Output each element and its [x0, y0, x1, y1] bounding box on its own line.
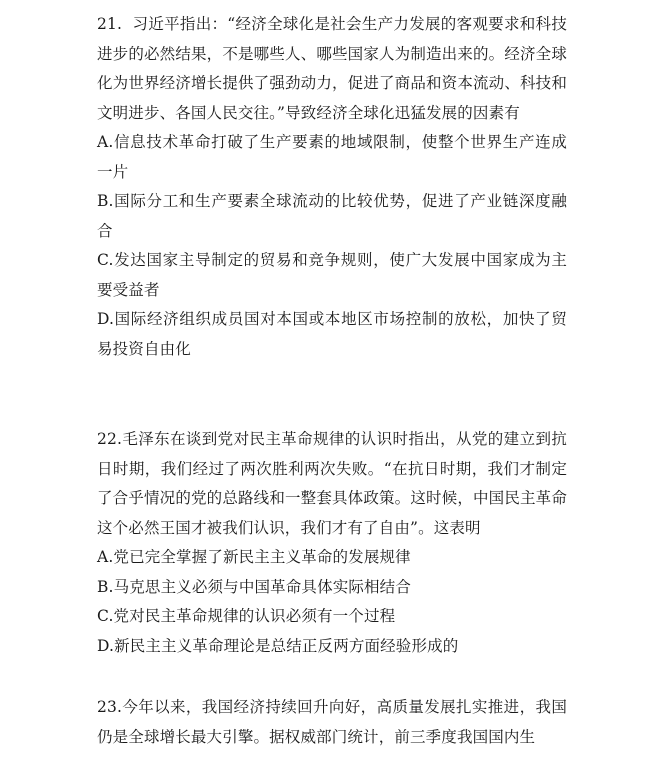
option-label: B.	[97, 577, 114, 596]
option-text: 新民主主义革命理论是总结正反两方面经验形成的	[114, 636, 459, 655]
option-text: 发达国家主导制定的贸易和竞争规则，使广大发展中国家成为主要受益者	[97, 251, 567, 299]
option-text: 党对民主革命规律的认识必须有一个过程	[113, 607, 396, 625]
option-text: 马克思主义必须与中国革命具体实际相结合	[113, 577, 411, 596]
question-number: 22.	[97, 430, 123, 448]
option-d	[97, 632, 567, 662]
option-b	[97, 573, 567, 603]
question-text: 习近平指出：“经济全球化是社会生产力发展的客观要求和科技进步的必然结果，不是哪些人、哪些国家人为制造出来的。经济全球化为世界经济增长提供了强劲动力，促进了商品和资本流动、科技和文明进步、各国人民交往。”导致经济全球化迅猛发展的因素有	[97, 15, 567, 122]
question-stem	[97, 10, 567, 128]
option-text: 党已完全掌握了新民主主义革命的发展规律	[113, 548, 411, 566]
option-label: C.	[97, 251, 114, 269]
question-21	[97, 10, 567, 364]
option-label: A.	[97, 548, 114, 566]
question-22	[97, 425, 567, 661]
question-stem	[97, 693, 567, 752]
option-label: D.	[97, 636, 115, 655]
question-text: 毛泽东在谈到党对民主革命规律的认识时指出，从党的建立到抗日时期，我们经过了两次胜利两次失败。“在抗日时期，我们才制定了合乎情况的党的总路线和一整套具体政策。这时候，中国民主革命这个必然王国才被我们认识，我们才有了自由”。这表明	[97, 430, 567, 537]
question-text: 今年以来，我国经济持续回升向好，高质量发展扎实推进，我国仍是全球增长最大引擎。据权威部门统计，前三季度我国国内生	[97, 698, 567, 746]
option-text: 国际经济组织成员国对本国或本地区市场控制的放松，加快了贸易投资自由化	[97, 310, 567, 358]
option-c	[97, 602, 567, 632]
option-text: 信息技术革命打破了生产要素的地域限制，使整个世界生产连成一片	[97, 133, 567, 181]
option-label: C.	[97, 607, 114, 625]
question-23	[97, 693, 567, 752]
option-c	[97, 246, 567, 305]
question-stem	[97, 425, 567, 543]
option-text: 国际分工和生产要素全球流动的比较优势，促进了产业链深度融合	[97, 192, 567, 240]
option-label: A.	[97, 133, 114, 151]
question-number: 23.	[97, 698, 123, 716]
option-label: D.	[97, 310, 115, 328]
option-label: B.	[97, 192, 114, 210]
option-b	[97, 187, 567, 246]
question-number: 21.	[97, 15, 123, 33]
option-d	[97, 305, 567, 364]
option-a	[97, 128, 567, 187]
option-a	[97, 543, 567, 573]
